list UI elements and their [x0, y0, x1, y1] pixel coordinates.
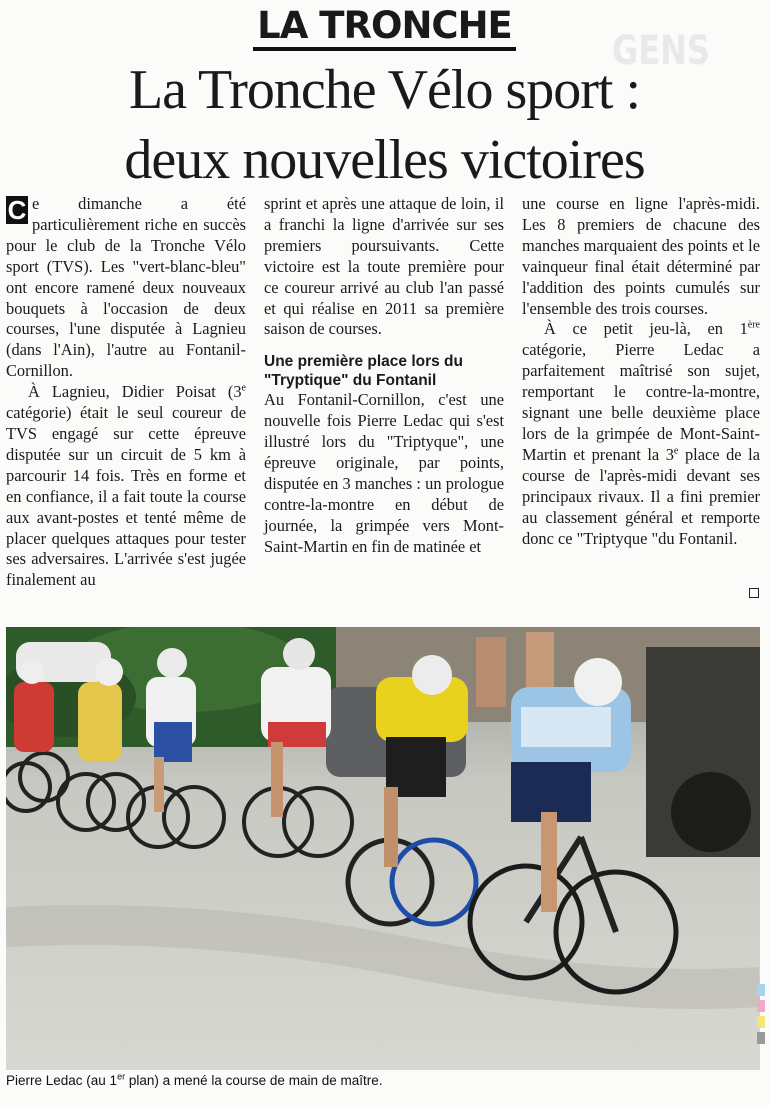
paragraph-text: À ce petit jeu-là, en 1 [544, 319, 748, 339]
spectator [476, 637, 506, 707]
headline-line-2: deux nouvelles victoires [124, 129, 645, 191]
superscript: er [117, 1071, 126, 1082]
paragraph [6, 382, 246, 591]
article-column-3 [522, 194, 760, 549]
color-swatch [757, 1016, 765, 1028]
paragraph: Au Fontanil-Cornillon, c'est une nouvelle fois Pierre Ledac qui s'est illustré lors du "Triptyque", une épreuve originale, par points, disputée en 3 manches : un prologue contre-la-montre en début de journée, la grimpée vers Mont-Saint-Martin en fin de matinée et [264, 390, 504, 556]
paragraph [522, 319, 760, 549]
photo-caption [6, 1072, 382, 1090]
color-swatch [757, 1032, 765, 1044]
caption-text: plan) a mené la course de main de maître. [125, 1073, 383, 1088]
photo-illustration [6, 627, 760, 1070]
caption-text: Pierre Ledac (au 1 [6, 1073, 118, 1088]
article-column-2 [264, 194, 504, 558]
drop-cap: C [7, 195, 27, 225]
print-color-marks [757, 984, 767, 1048]
subheading: Une première place lors du "Tryptique" du Fontanil [264, 353, 463, 390]
article-column-1 [6, 194, 246, 591]
paragraph [6, 194, 246, 382]
paragraph: sprint et après une attaque de loin, il a franchi la ligne d'arrivée sur ses premiers poursuivants. Cette victoire est la toute première pour ce coureur arrivé au club l'an passé et qui réalise en 2011 sa première saison de courses. [264, 194, 504, 339]
paragraph-text: catégorie) était le seul coureur de TVS engagé sur cette épreuve disputée sur un circuit de 5 km à parcourir 14 fois. Très en forme et en confiance, il a fait toute la course aux avant-postes et tenté même de placer quelques attaques pour tester ses adversaires. L'arrivée s'est jugée finalement au [6, 403, 246, 590]
paragraph: une course en ligne l'après-midi. Les 8 premiers de chacune des manches marquaient des points et le vainqueur final était déterminé par l'addition des points cumulés sur l'ensemble des trois courses. [522, 194, 760, 318]
color-swatch [757, 984, 765, 996]
paragraph-text: catégorie, Pierre Ledac a parfaitement maîtrisé son sujet, remportant le contre-la-montre, signant une belle deuxième place lors de la grimpée de Mont-Saint-Martin et prenant la 3 [522, 340, 760, 464]
paragraph-text: e dimanche a été particulièrement riche en succès pour le club de la Tronche Vélo sport (TVS). Les "vert-blanc-bleu" ont encore ramené deux nouveaux bouquets à l'occasion de deux courses, l'une disputée à Lagnieu (dans l'Ain), l'autre au Fontanil-Cornillon. [6, 194, 246, 381]
section-title: LA TRONCHE [253, 4, 516, 51]
car-wheel [671, 772, 751, 852]
paragraph-text: place de la course de l'après-midi devant ses principaux rivaux. Il a fini premier au classement général et remporte donc ce "Triptyque "du Fontanil. [522, 444, 760, 548]
end-of-article-mark [749, 588, 759, 598]
section-kicker [0, 4, 769, 48]
superscript: e [673, 445, 679, 457]
color-swatch [757, 1000, 765, 1012]
bleed-through-text: GENS [612, 28, 710, 74]
paragraph-text: À Lagnieu, Didier Poisat (3 [28, 382, 242, 402]
superscript: e [241, 382, 246, 394]
superscript: ère [747, 319, 760, 331]
headline-line-1: La Tronche Vélo sport : [128, 59, 641, 121]
cycling-race-photo [6, 627, 760, 1070]
